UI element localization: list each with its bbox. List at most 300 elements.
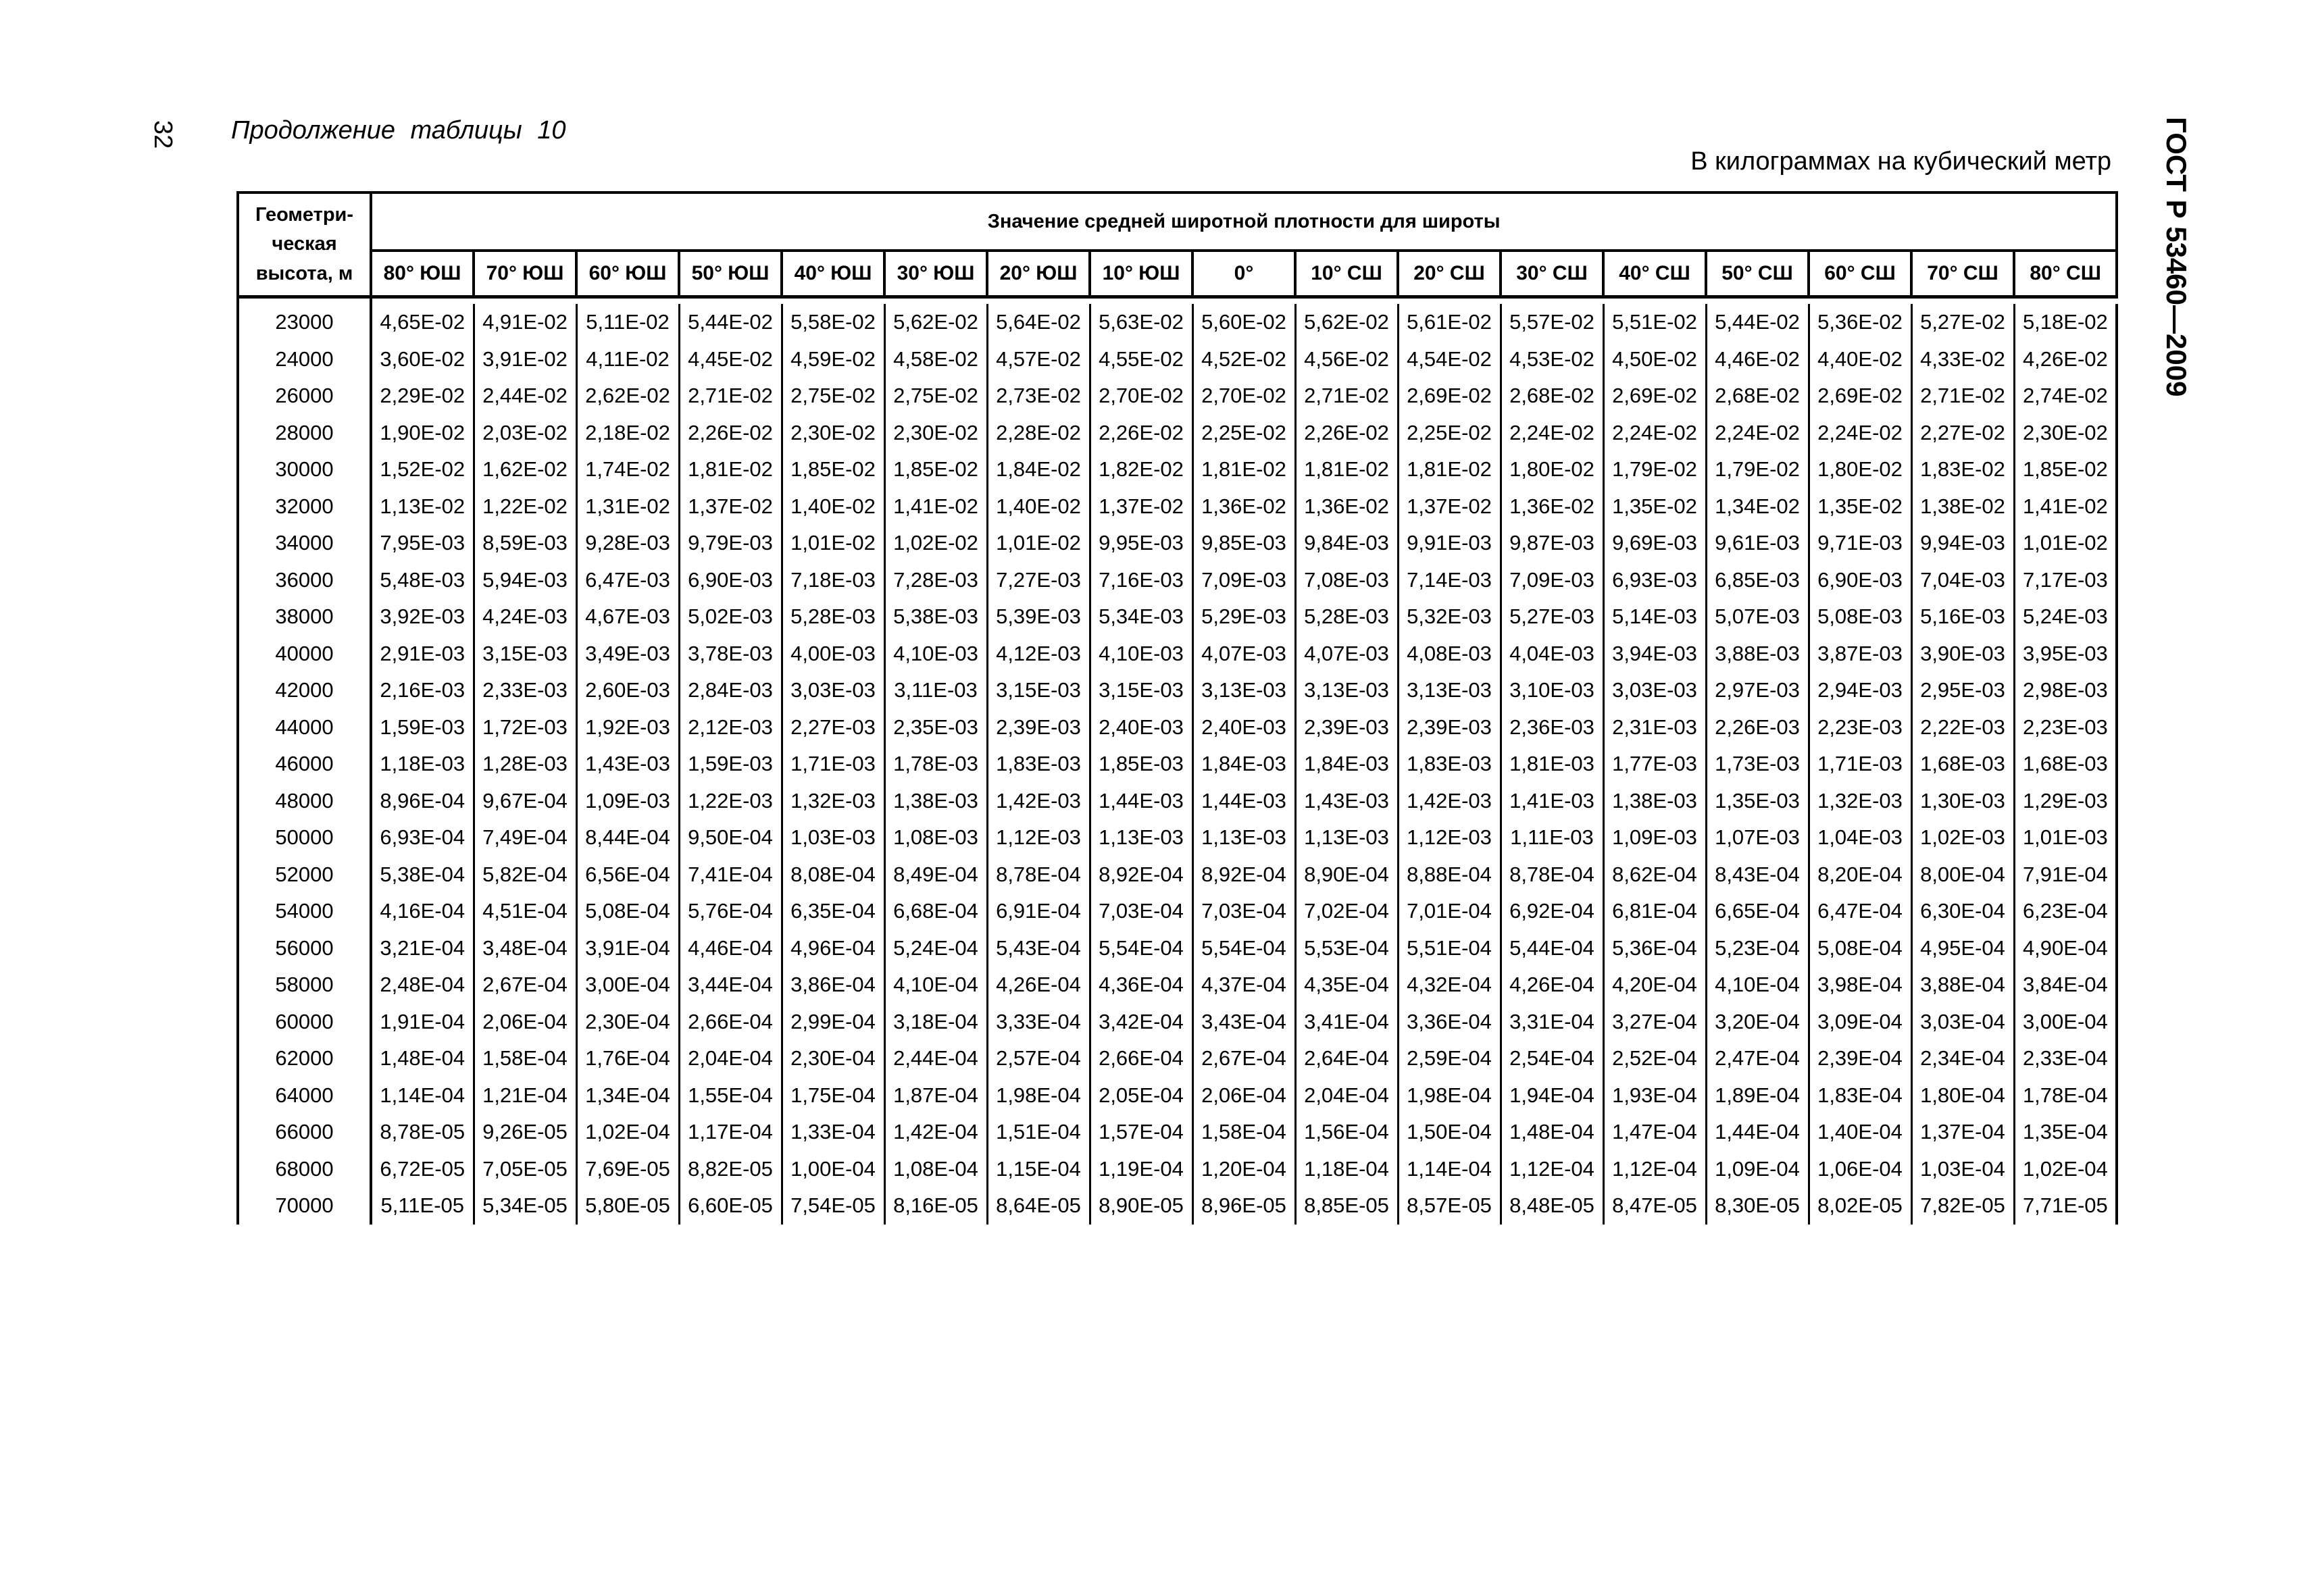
- density-value-cell: 3,95E-03: [2014, 636, 2117, 673]
- density-value-cell: 9,79E-03: [679, 525, 782, 562]
- density-value-cell: 1,02E-03: [1911, 819, 2014, 856]
- height-cell: 54000: [238, 893, 371, 930]
- density-value-cell: 1,07E-03: [1706, 819, 1809, 856]
- density-value-cell: 2,30E-04: [576, 1004, 679, 1041]
- density-value-cell: 9,26E-05: [474, 1114, 576, 1151]
- density-value-cell: 3,03E-03: [1603, 672, 1706, 709]
- density-value-cell: 5,32E-03: [1398, 598, 1501, 636]
- density-value-cell: 1,01E-02: [2014, 525, 2117, 562]
- density-value-cell: 5,39E-03: [987, 598, 1090, 636]
- density-value-cell: 1,31E-02: [576, 488, 679, 525]
- density-value-cell: 2,16E-03: [371, 672, 474, 709]
- density-value-cell: 2,62E-02: [576, 378, 679, 415]
- density-value-cell: 5,08E-03: [1809, 598, 1911, 636]
- density-value-cell: 3,43E-04: [1192, 1004, 1295, 1041]
- density-value-cell: 1,09E-03: [1603, 819, 1706, 856]
- density-value-cell: 5,28E-03: [782, 598, 884, 636]
- density-value-cell: 1,48E-04: [1501, 1114, 1603, 1151]
- density-value-cell: 9,95E-03: [1090, 525, 1192, 562]
- density-value-cell: 1,83E-02: [1911, 451, 2014, 488]
- density-value-cell: 1,02E-04: [576, 1114, 679, 1151]
- separator-cell: [987, 297, 1090, 305]
- density-value-cell: 2,39E-03: [1398, 709, 1501, 746]
- separator-cell: [1911, 297, 2014, 305]
- latitude-header: 60° СШ: [1809, 251, 1911, 297]
- density-value-cell: 5,94E-03: [474, 562, 576, 599]
- density-value-cell: 3,91E-04: [576, 930, 679, 967]
- density-value-cell: 7,91E-04: [2014, 856, 2117, 894]
- latitude-header: 30° СШ: [1501, 251, 1603, 297]
- density-value-cell: 4,00E-03: [782, 636, 884, 673]
- density-value-cell: 2,64E-04: [1295, 1040, 1398, 1077]
- density-value-cell: 8,43E-04: [1706, 856, 1809, 894]
- density-value-cell: 1,36E-02: [1192, 488, 1295, 525]
- density-value-cell: 5,18E-02: [2014, 304, 2117, 341]
- density-value-cell: 8,44E-04: [576, 819, 679, 856]
- density-value-cell: 1,71E-03: [1809, 746, 1911, 783]
- latitude-header: 50° ЮШ: [679, 251, 782, 297]
- table-row: [238, 488, 2117, 525]
- density-value-cell: 1,41E-03: [1501, 783, 1603, 820]
- density-value-cell: 2,67E-04: [1192, 1040, 1295, 1077]
- density-value-cell: 2,67E-04: [474, 967, 576, 1004]
- density-value-cell: 6,23E-04: [2014, 893, 2117, 930]
- density-value-cell: 3,86E-04: [782, 967, 884, 1004]
- density-value-cell: 4,46E-02: [1706, 341, 1809, 378]
- density-value-cell: 7,95E-03: [371, 525, 474, 562]
- latitude-header: 20° ЮШ: [987, 251, 1090, 297]
- density-value-cell: 1,42E-03: [1398, 783, 1501, 820]
- density-value-cell: 3,92E-03: [371, 598, 474, 636]
- density-value-cell: 1,13E-03: [1295, 819, 1398, 856]
- density-value-cell: 1,28E-03: [474, 746, 576, 783]
- density-value-cell: 2,04E-04: [679, 1040, 782, 1077]
- density-value-cell: 1,13E-03: [1090, 819, 1192, 856]
- height-cell: 23000: [238, 304, 371, 341]
- density-value-cell: 8,20E-04: [1809, 856, 1911, 894]
- density-value-cell: 1,52E-02: [371, 451, 474, 488]
- density-value-cell: 1,62E-02: [474, 451, 576, 488]
- density-value-cell: 1,35E-04: [2014, 1114, 2117, 1151]
- density-value-cell: 5,43E-04: [987, 930, 1090, 967]
- density-value-cell: 8,88E-04: [1398, 856, 1501, 894]
- density-value-cell: 6,92E-04: [1501, 893, 1603, 930]
- separator-cell: [679, 297, 782, 305]
- table-continuation-caption: Продолжение таблицы 10: [231, 116, 566, 145]
- density-value-cell: 7,05E-05: [474, 1151, 576, 1188]
- density-value-cell: 1,58E-04: [1192, 1114, 1295, 1151]
- density-value-cell: 3,88E-03: [1706, 636, 1809, 673]
- latitude-header: 80° СШ: [2014, 251, 2117, 297]
- density-value-cell: 1,38E-03: [884, 783, 987, 820]
- density-value-cell: 4,07E-03: [1295, 636, 1398, 673]
- density-value-cell: 1,83E-04: [1809, 1077, 1911, 1114]
- density-value-cell: 2,03E-02: [474, 415, 576, 452]
- density-value-cell: 7,09E-03: [1501, 562, 1603, 599]
- density-value-cell: 1,85E-02: [884, 451, 987, 488]
- density-value-cell: 2,39E-03: [1295, 709, 1398, 746]
- height-cell: 62000: [238, 1040, 371, 1077]
- table-row: [238, 598, 2117, 636]
- table-row: [238, 1187, 2117, 1225]
- density-value-cell: 6,72E-05: [371, 1151, 474, 1188]
- density-value-cell: 2,06E-04: [474, 1004, 576, 1041]
- density-value-cell: 4,51E-04: [474, 893, 576, 930]
- density-value-cell: 2,23E-03: [1809, 709, 1911, 746]
- density-value-cell: 4,04E-03: [1501, 636, 1603, 673]
- height-cell: 28000: [238, 415, 371, 452]
- table-row: [238, 819, 2117, 856]
- density-value-cell: 7,08E-03: [1295, 562, 1398, 599]
- density-value-cell: 8,48E-05: [1501, 1187, 1603, 1225]
- height-cell: 44000: [238, 709, 371, 746]
- height-cell: 30000: [238, 451, 371, 488]
- separator-cell: [1192, 297, 1295, 305]
- density-value-cell: 1,56E-04: [1295, 1114, 1398, 1151]
- density-value-cell: 5,80E-05: [576, 1187, 679, 1225]
- density-value-cell: 6,85E-03: [1706, 562, 1809, 599]
- density-value-cell: 1,18E-04: [1295, 1151, 1398, 1188]
- density-value-cell: 3,49E-03: [576, 636, 679, 673]
- density-value-cell: 1,84E-03: [1192, 746, 1295, 783]
- density-value-cell: 8,90E-04: [1295, 856, 1398, 894]
- latitude-header: 50° СШ: [1706, 251, 1809, 297]
- density-value-cell: 8,57E-05: [1398, 1187, 1501, 1225]
- density-value-cell: 2,33E-03: [474, 672, 576, 709]
- table-row: [238, 709, 2117, 746]
- density-value-cell: 4,07E-03: [1192, 636, 1295, 673]
- density-value-cell: 4,26E-04: [1501, 967, 1603, 1004]
- density-value-cell: 9,50E-04: [679, 819, 782, 856]
- density-value-cell: 5,64E-02: [987, 304, 1090, 341]
- table-row: [238, 1151, 2117, 1188]
- density-value-cell: 1,44E-03: [1192, 783, 1295, 820]
- density-value-cell: 2,57E-04: [987, 1040, 1090, 1077]
- density-value-cell: 1,90E-02: [371, 415, 474, 452]
- density-value-cell: 1,09E-03: [576, 783, 679, 820]
- density-value-cell: 5,11E-05: [371, 1187, 474, 1225]
- density-value-cell: 2,39E-03: [987, 709, 1090, 746]
- density-value-cell: 1,06E-04: [1809, 1151, 1911, 1188]
- density-value-cell: 3,90E-03: [1911, 636, 2014, 673]
- density-value-cell: 1,51E-04: [987, 1114, 1090, 1151]
- density-value-cell: 1,82E-02: [1090, 451, 1192, 488]
- density-value-cell: 2,24E-02: [1603, 415, 1706, 452]
- separator-cell: [576, 297, 679, 305]
- density-value-cell: 4,67E-03: [576, 598, 679, 636]
- density-value-cell: 2,94E-03: [1809, 672, 1911, 709]
- density-value-cell: 2,18E-02: [576, 415, 679, 452]
- density-value-cell: 4,50E-02: [1603, 341, 1706, 378]
- density-value-cell: 2,30E-04: [782, 1040, 884, 1077]
- density-value-cell: 4,95E-04: [1911, 930, 2014, 967]
- density-value-cell: 3,00E-04: [2014, 1004, 2117, 1041]
- density-value-cell: 1,73E-03: [1706, 746, 1809, 783]
- density-value-cell: 5,02E-03: [679, 598, 782, 636]
- table-row: [238, 304, 2117, 341]
- unit-note: В килограммах на кубический метр: [1690, 147, 2111, 176]
- separator-cell: [238, 297, 371, 305]
- density-value-cell: 1,03E-04: [1911, 1151, 2014, 1188]
- table-row: [238, 1004, 2117, 1041]
- latitude-header: 30° ЮШ: [884, 251, 987, 297]
- density-value-cell: 5,57E-02: [1501, 304, 1603, 341]
- density-value-cell: 6,35E-04: [782, 893, 884, 930]
- density-value-cell: 9,91E-03: [1398, 525, 1501, 562]
- density-value-cell: 2,71E-02: [1295, 378, 1398, 415]
- density-value-cell: 5,54E-04: [1090, 930, 1192, 967]
- density-value-cell: 5,53E-04: [1295, 930, 1398, 967]
- density-value-cell: 1,12E-04: [1603, 1151, 1706, 1188]
- density-value-cell: 1,21E-04: [474, 1077, 576, 1114]
- density-table: [236, 191, 2118, 1225]
- density-value-cell: 7,82E-05: [1911, 1187, 2014, 1225]
- density-value-cell: 2,68E-02: [1706, 378, 1809, 415]
- table-row: [238, 451, 2117, 488]
- density-value-cell: 7,49E-04: [474, 819, 576, 856]
- density-value-cell: 2,36E-03: [1501, 709, 1603, 746]
- density-value-cell: 1,81E-03: [1501, 746, 1603, 783]
- density-value-cell: 1,79E-02: [1706, 451, 1809, 488]
- density-value-cell: 2,26E-03: [1706, 709, 1809, 746]
- density-value-cell: 1,35E-02: [1603, 488, 1706, 525]
- density-value-cell: 2,47E-04: [1706, 1040, 1809, 1077]
- header-row-top: [238, 192, 2117, 251]
- density-value-cell: 2,27E-03: [782, 709, 884, 746]
- density-value-cell: 4,33E-02: [1911, 341, 2014, 378]
- density-value-cell: 6,68E-04: [884, 893, 987, 930]
- density-value-cell: 1,85E-02: [2014, 451, 2117, 488]
- density-value-cell: 1,43E-03: [1295, 783, 1398, 820]
- table-row: [238, 415, 2117, 452]
- height-header-line-2: ческая: [272, 233, 337, 255]
- table-row: [238, 1077, 2117, 1114]
- density-value-cell: 1,40E-02: [987, 488, 1090, 525]
- separator-cell: [1706, 297, 1809, 305]
- density-value-cell: 1,34E-02: [1706, 488, 1809, 525]
- latitude-header: 10° ЮШ: [1090, 251, 1192, 297]
- density-value-cell: 5,24E-04: [884, 930, 987, 967]
- density-value-cell: 8,96E-05: [1192, 1187, 1295, 1225]
- density-value-cell: 6,47E-03: [576, 562, 679, 599]
- height-cell: 60000: [238, 1004, 371, 1041]
- density-value-cell: 2,52E-04: [1603, 1040, 1706, 1077]
- density-value-cell: 3,41E-04: [1295, 1004, 1398, 1041]
- height-cell: 66000: [238, 1114, 371, 1151]
- density-value-cell: 3,13E-03: [1192, 672, 1295, 709]
- density-value-cell: 1,37E-02: [1398, 488, 1501, 525]
- density-value-cell: 5,82E-04: [474, 856, 576, 894]
- density-value-cell: 1,85E-02: [782, 451, 884, 488]
- density-value-cell: 9,94E-03: [1911, 525, 2014, 562]
- density-value-cell: 3,03E-04: [1911, 1004, 2014, 1041]
- density-value-cell: 3,36E-04: [1398, 1004, 1501, 1041]
- separator-cell: [1090, 297, 1192, 305]
- density-value-cell: 1,15E-04: [987, 1151, 1090, 1188]
- density-value-cell: 7,03E-04: [1090, 893, 1192, 930]
- density-value-cell: 8,92E-04: [1090, 856, 1192, 894]
- density-value-cell: 1,02E-04: [2014, 1151, 2117, 1188]
- density-value-cell: 2,68E-02: [1501, 378, 1603, 415]
- density-value-cell: 8,85E-05: [1295, 1187, 1398, 1225]
- height-cell: 64000: [238, 1077, 371, 1114]
- density-value-cell: 2,24E-02: [1809, 415, 1911, 452]
- density-value-cell: 2,27E-02: [1911, 415, 2014, 452]
- density-value-cell: 1,78E-03: [884, 746, 987, 783]
- latitude-header-row: [238, 251, 2117, 297]
- density-value-cell: 3,11E-03: [884, 672, 987, 709]
- density-value-cell: 3,03E-03: [782, 672, 884, 709]
- density-value-cell: 1,76E-04: [576, 1040, 679, 1077]
- density-value-cell: 2,40E-03: [1090, 709, 1192, 746]
- density-value-cell: 1,59E-03: [371, 709, 474, 746]
- density-value-cell: 1,41E-02: [884, 488, 987, 525]
- density-value-cell: 9,69E-03: [1603, 525, 1706, 562]
- density-value-cell: 1,00E-04: [782, 1151, 884, 1188]
- table-row: [238, 525, 2117, 562]
- density-value-cell: 5,36E-02: [1809, 304, 1911, 341]
- density-value-cell: 8,08E-04: [782, 856, 884, 894]
- latitude-header: 20° СШ: [1398, 251, 1501, 297]
- density-value-cell: 2,31E-03: [1603, 709, 1706, 746]
- table-row: [238, 562, 2117, 599]
- density-value-cell: 1,87E-04: [884, 1077, 987, 1114]
- density-value-cell: 4,35E-04: [1295, 967, 1398, 1004]
- separator-cell: [1603, 297, 1706, 305]
- density-value-cell: 8,49E-04: [884, 856, 987, 894]
- density-value-cell: 3,78E-03: [679, 636, 782, 673]
- density-value-cell: 2,39E-04: [1809, 1040, 1911, 1077]
- density-value-cell: 1,04E-03: [1809, 819, 1911, 856]
- density-value-cell: 4,56E-02: [1295, 341, 1398, 378]
- density-value-cell: 2,71E-02: [679, 378, 782, 415]
- density-value-cell: 8,02E-05: [1809, 1187, 1911, 1225]
- density-value-cell: 4,58E-02: [884, 341, 987, 378]
- density-value-cell: 2,24E-02: [1706, 415, 1809, 452]
- density-value-cell: 1,14E-04: [371, 1077, 474, 1114]
- density-value-cell: 9,84E-03: [1295, 525, 1398, 562]
- density-value-cell: 7,16E-03: [1090, 562, 1192, 599]
- table-row: [238, 746, 2117, 783]
- density-value-cell: 5,62E-02: [884, 304, 987, 341]
- density-value-cell: 2,95E-03: [1911, 672, 2014, 709]
- standard-identifier: ГОСТ Р 53460—2009: [2161, 117, 2192, 397]
- separator-cell: [1295, 297, 1398, 305]
- density-value-cell: 1,29E-03: [2014, 783, 2117, 820]
- latitude-header: 10° СШ: [1295, 251, 1398, 297]
- density-value-cell: 1,40E-02: [782, 488, 884, 525]
- density-value-cell: 1,30E-03: [1911, 783, 2014, 820]
- density-value-cell: 1,42E-03: [987, 783, 1090, 820]
- density-value-cell: 5,51E-04: [1398, 930, 1501, 967]
- density-value-cell: 2,26E-02: [1295, 415, 1398, 452]
- density-value-cell: 2,48E-04: [371, 967, 474, 1004]
- density-value-cell: 8,78E-04: [1501, 856, 1603, 894]
- density-value-cell: 3,44E-04: [679, 967, 782, 1004]
- density-value-cell: 5,27E-03: [1501, 598, 1603, 636]
- table-row: [238, 1040, 2117, 1077]
- density-value-cell: 2,35E-03: [884, 709, 987, 746]
- density-value-cell: 2,98E-03: [2014, 672, 2117, 709]
- table-row: [238, 341, 2117, 378]
- density-value-cell: 5,23E-04: [1706, 930, 1809, 967]
- density-value-cell: 6,47E-04: [1809, 893, 1911, 930]
- density-value-cell: 1,57E-04: [1090, 1114, 1192, 1151]
- density-value-cell: 3,84E-04: [2014, 967, 2117, 1004]
- density-value-cell: 2,22E-03: [1911, 709, 2014, 746]
- density-value-cell: 1,98E-04: [1398, 1077, 1501, 1114]
- density-value-cell: 7,71E-05: [2014, 1187, 2117, 1225]
- density-value-cell: 7,18E-03: [782, 562, 884, 599]
- density-value-cell: 4,54E-02: [1398, 341, 1501, 378]
- density-value-cell: 5,08E-04: [1809, 930, 1911, 967]
- density-value-cell: 1,91E-04: [371, 1004, 474, 1041]
- density-value-cell: 7,69E-05: [576, 1151, 679, 1188]
- density-value-cell: 4,08E-03: [1398, 636, 1501, 673]
- table-row: [238, 930, 2117, 967]
- table-body: [238, 297, 2117, 1225]
- density-value-cell: 3,15E-03: [987, 672, 1090, 709]
- density-value-cell: 1,74E-02: [576, 451, 679, 488]
- density-value-cell: 4,90E-04: [2014, 930, 2117, 967]
- density-value-cell: 1,37E-02: [1090, 488, 1192, 525]
- density-value-cell: 3,13E-03: [1398, 672, 1501, 709]
- density-value-cell: 2,26E-02: [1090, 415, 1192, 452]
- density-value-cell: 5,28E-03: [1295, 598, 1398, 636]
- density-value-cell: 1,37E-02: [679, 488, 782, 525]
- density-value-cell: 7,14E-03: [1398, 562, 1501, 599]
- density-value-cell: 2,25E-02: [1192, 415, 1295, 452]
- density-value-cell: 1,33E-04: [782, 1114, 884, 1151]
- density-value-cell: 3,33E-04: [987, 1004, 1090, 1041]
- density-value-cell: 4,16E-04: [371, 893, 474, 930]
- density-value-cell: 2,30E-02: [2014, 415, 2117, 452]
- density-value-cell: 5,63E-02: [1090, 304, 1192, 341]
- density-value-cell: 2,60E-03: [576, 672, 679, 709]
- density-value-cell: 4,53E-02: [1501, 341, 1603, 378]
- density-value-cell: 3,88E-04: [1911, 967, 2014, 1004]
- density-value-cell: 1,13E-03: [1192, 819, 1295, 856]
- density-value-cell: 5,38E-04: [371, 856, 474, 894]
- density-value-cell: 2,30E-02: [884, 415, 987, 452]
- density-value-cell: 4,55E-02: [1090, 341, 1192, 378]
- density-value-cell: 3,21E-04: [371, 930, 474, 967]
- density-value-cell: 5,27E-02: [1911, 304, 2014, 341]
- density-value-cell: 1,01E-02: [782, 525, 884, 562]
- density-value-cell: 1,50E-04: [1398, 1114, 1501, 1151]
- height-cell: 52000: [238, 856, 371, 894]
- density-value-cell: 2,70E-02: [1090, 378, 1192, 415]
- density-value-cell: 1,77E-03: [1603, 746, 1706, 783]
- header-separator: [238, 297, 2117, 305]
- density-value-cell: 1,40E-04: [1809, 1114, 1911, 1151]
- density-value-cell: 1,12E-04: [1501, 1151, 1603, 1188]
- density-value-cell: 4,10E-04: [1706, 967, 1809, 1004]
- density-value-cell: 5,54E-04: [1192, 930, 1295, 967]
- density-value-cell: 1,36E-02: [1295, 488, 1398, 525]
- density-value-cell: 2,73E-02: [987, 378, 1090, 415]
- density-value-cell: 2,06E-04: [1192, 1077, 1295, 1114]
- height-cell: 42000: [238, 672, 371, 709]
- density-value-cell: 4,52E-02: [1192, 341, 1295, 378]
- density-value-cell: 8,30E-05: [1706, 1187, 1809, 1225]
- density-value-cell: 8,59E-03: [474, 525, 576, 562]
- density-value-cell: 1,35E-03: [1706, 783, 1809, 820]
- table-row: [238, 672, 2117, 709]
- separator-cell: [1809, 297, 1911, 305]
- latitude-header: 80° ЮШ: [371, 251, 474, 297]
- density-value-cell: 5,36E-04: [1603, 930, 1706, 967]
